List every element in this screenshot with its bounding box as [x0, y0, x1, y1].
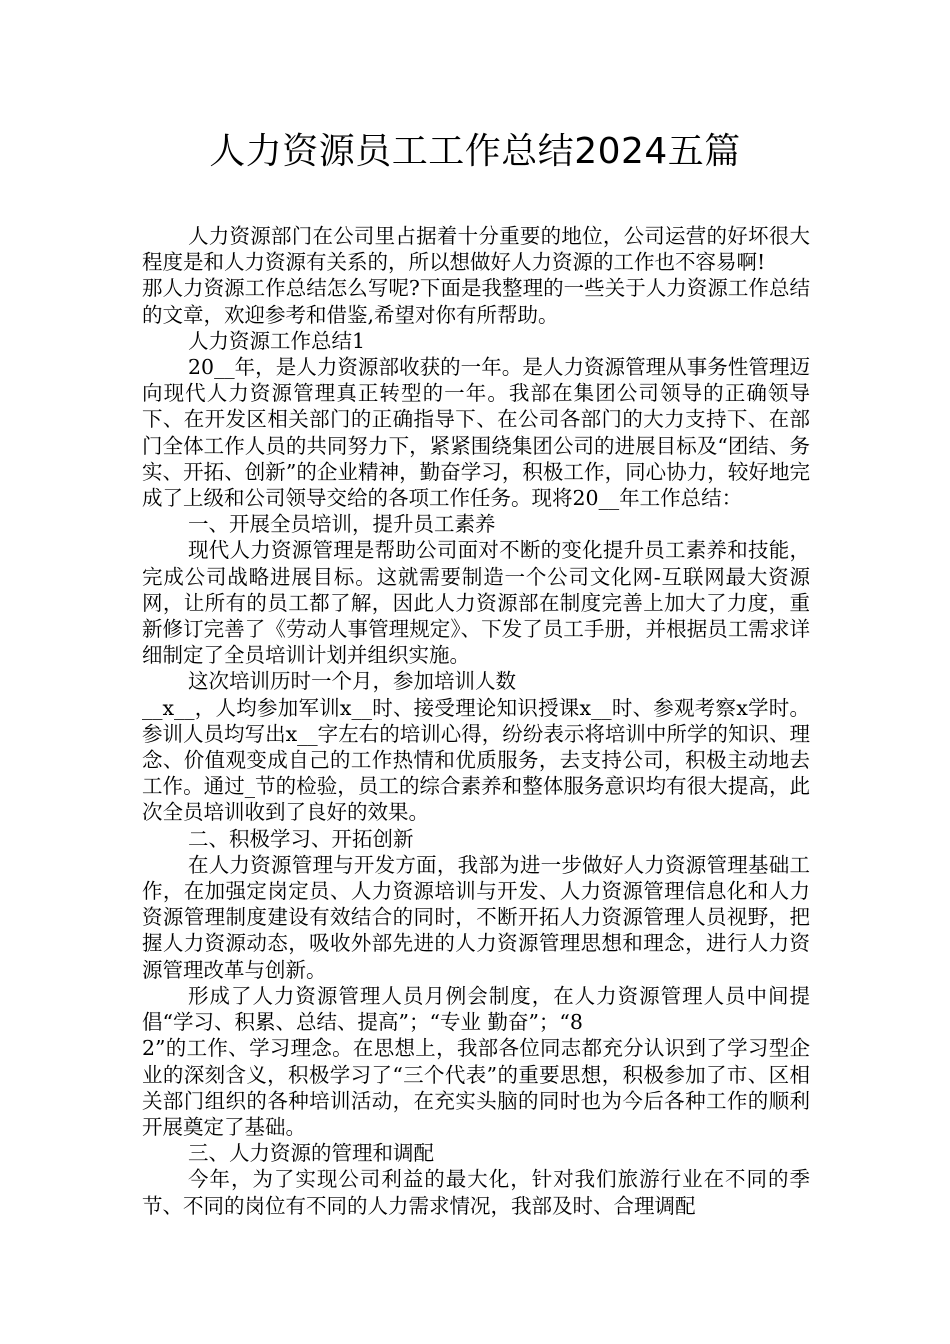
paragraph: 在人力资源管理与开发方面，我部为进一步做好人力资源管理基础工作，在加强定岗定员、人力资源培训与开发、人力资源管理信息化和人力资源管理制度建设有效结合的同时，不断开拓人力资源管理人员视野，把握人力资源动态，吸收外部先进的人力资源管理思想和理念，进行人力资源管理改革与创新。	[142, 852, 810, 982]
section-heading: 一、开展全员培训，提升员工素养	[188, 512, 496, 537]
paragraph: 人力资源部门在公司里占据着十分重要的地位，公司运营的好坏很大程度是和人力资源有关系的，所以想做好人力资源的工作也不容易啊!	[142, 224, 810, 275]
paragraph: 现代人力资源管理是帮助公司面对不断的变化提升员工素养和技能，完成公司战略进展目标。这就需要制造一个公司文化网-互联网最大资源网，让所有的员工都了解，因此人力资源部在制度完善上加大了力度，重新修订完善了《劳动人事管理规定》、下发了员工手册，并根据员工需求详细制定了全员培训计划并组织实施。	[142, 538, 810, 668]
paragraph: 形成了人力资源管理人员月例会制度，在人力资源管理人员中间提倡“学习、积累、总结、提高”；“专业 勤奋”；“8	[142, 983, 810, 1035]
paragraph: 今年，为了实现公司利益的最大化，针对我们旅游行业在不同的季节、不同的岗位有不同的人力需求情况，我部及时、合理调配	[142, 1167, 810, 1218]
paragraph: 2”的工作、学习理念。在思想上，我部各位同志都充分认识到了学习型企业的深刻含义，积极学习了“三个代表”的重要思想，积极参加了市、区相关部门组织的各种培训活动，在充实头脑的同时也为今后各种工作的顺利开展奠定了基础。	[142, 1036, 810, 1139]
section-heading: 三、人力资源的管理和调配	[188, 1141, 434, 1166]
section-heading: 人力资源工作总结1	[188, 328, 366, 353]
paragraph: 20__年，是人力资源部收获的一年。是人力资源管理从事务性管理迈向现代人力资源管理真正转型的一年。我部在集团公司领导的正确领导下、在开发区相关部门的正确指导下、在公司各部门的大力支持下、在部门全体工作人员的共同努力下，紧紧围绕集团公司的进展目标及“团结、务实、开拓、创新”的企业精神，勤奋学习，积极工作，同心协力，较好地完成了上级和公司领导交给的各项工作任务。现将20__年工作总结：	[142, 355, 810, 511]
section-heading: 二、积极学习、开拓创新	[188, 826, 414, 851]
paragraph: __x__，人均参加军训x__时、接受理论知识授课x__时、参观考察x学时。参训人员均写出x__字左右的培训心得，纷纷表示将培训中所学的知识、理念、价值观变成自己的工作热情和优质服务，去支持公司，积极主动地去工作。通过_节的检验，员工的综合素养和整体服务意识均有很大提高，此次全员培训收到了良好的效果。	[142, 695, 810, 825]
paragraph: 这次培训历时一个月，参加培训人数	[188, 669, 516, 694]
paragraph: 那人力资源工作总结怎么写呢?下面是我整理的一些关于人力资源工作总结的文章，欢迎参考和借鉴,希望对你有所帮助。	[142, 276, 810, 327]
document-title: 人力资源员工工作总结2024五篇	[209, 131, 741, 172]
document-body	[142, 223, 810, 1219]
